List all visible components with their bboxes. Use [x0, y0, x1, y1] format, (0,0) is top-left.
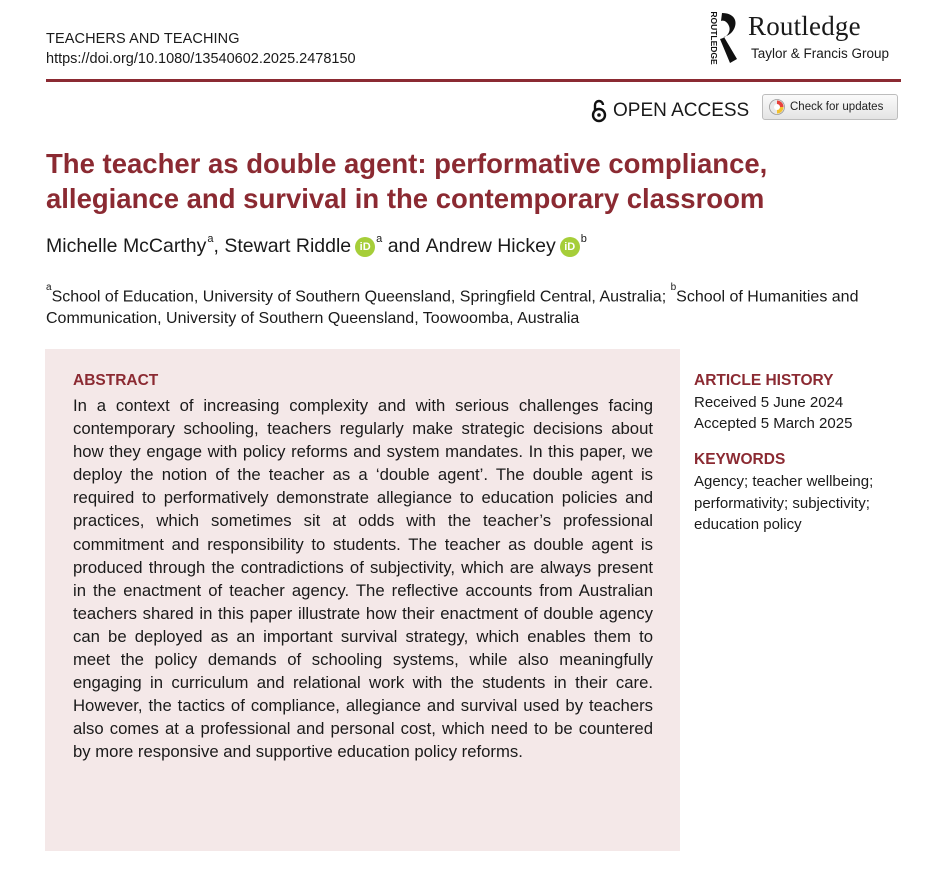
publisher-group: Taylor & Francis Group	[751, 46, 890, 61]
open-access-lock-icon	[591, 99, 607, 123]
affiliation-b: School of Humanities and Communication, University of Southern Queensland, Toowoomba, Australia	[46, 288, 859, 328]
abstract-text: In a context of increasing complexity and with serious challenges facing contemporary schooling, teachers regularly make strategic decisions about how they engage with policy reforms and system mandates. In this paper, we deploy the notion of the teacher as a ‘double agent’. The double agent is required to performatively demonstrate allegiance to education policies and practices, which sometimes sit at odds with the teacher’s professional commitment and responsibility to students. The teacher as double agent is produced through the contradictions of subjectivity, which are always present in the enactment of teacher agency. The reflective accounts from Australian teachers shared in this paper illustrate how their enactment of double agency can be deployed as an important survival strategy, which enables them to meet the policy demands of schooling systems, while also meaningfully engaging in curriculum and relational work with the students in their care. However, the tactics of compliance, allegiance and survival used by teachers also comes at a professional and personal cost, which need to be countered by more responsive and supportive education policy reforms.	[73, 396, 653, 762]
accepted-date: Accepted 5 March 2025	[694, 415, 853, 432]
affiliation-sup: a	[46, 282, 52, 293]
author-name[interactable]: Andrew Hickey	[425, 235, 556, 257]
orcid-icon[interactable]: iD	[560, 237, 580, 257]
author-name[interactable]: Michelle McCarthy	[46, 235, 207, 257]
open-access-label: OPEN ACCESS	[613, 100, 750, 121]
author-name[interactable]: Stewart Riddle	[224, 235, 352, 257]
logo-vertical-word: ROUTLEDGE	[709, 11, 719, 65]
author-separator: ,	[213, 235, 225, 257]
abstract-heading: ABSTRACT	[73, 372, 159, 389]
received-date: Received 5 June 2024	[694, 394, 844, 411]
orcid-icon[interactable]: iD	[355, 237, 375, 257]
doi-link[interactable]: https://doi.org/10.1080/13540602.2025.2478150	[46, 51, 356, 67]
publisher-name: Routledge	[748, 11, 861, 41]
article-title: The teacher as double agent: performative compliance, allegiance and survival in the contemporary classroom	[46, 148, 768, 214]
affiliations	[46, 282, 886, 330]
check-for-updates-label: Check for updates	[790, 101, 884, 113]
check-for-updates-button[interactable]	[762, 94, 898, 120]
journal-name: TEACHERS AND TEACHING	[46, 31, 240, 47]
routledge-logo-icon	[700, 9, 742, 67]
affiliation-a: School of Education, University of Southern Queensland, Springfield Central, Australia;	[51, 288, 671, 306]
author-separator: and	[382, 235, 426, 257]
author-list	[46, 232, 587, 258]
keywords-list: Agency; teacher wellbeing; performativity; subjectivity; education policy	[694, 473, 874, 533]
affiliation-sup: b	[670, 282, 677, 293]
check-updates-icon	[769, 99, 785, 115]
author-affiliation-sup: b	[580, 232, 587, 245]
keywords-heading: KEYWORDS	[694, 451, 786, 468]
author-affiliation-sup: a	[207, 232, 214, 245]
header-rule	[46, 79, 901, 82]
article-history-heading: ARTICLE HISTORY	[694, 372, 834, 389]
author-affiliation-sup: a	[376, 232, 383, 245]
open-access-badge[interactable]	[591, 98, 749, 124]
publisher-logo[interactable]	[700, 9, 910, 69]
